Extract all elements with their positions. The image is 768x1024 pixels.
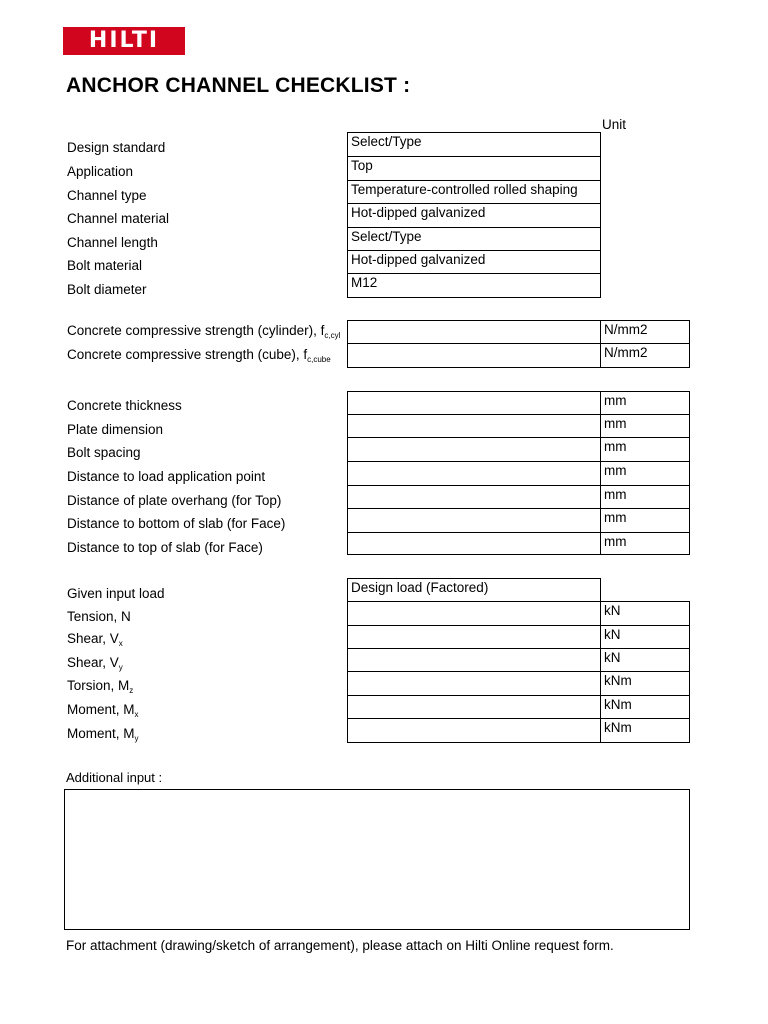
moment-y-input[interactable] [347, 718, 601, 743]
shear-x-unit: kN [600, 625, 690, 649]
label-design-standard: Design standard [67, 140, 166, 155]
label-shear-y: Shear, $V_y$ [67, 655, 123, 672]
label-tension: Tension, N [67, 609, 131, 624]
label-strength-cylinder: Concrete compressive strength (cylinder), $f_{c,cyl}$ [67, 323, 341, 340]
bottom-of-slab-input[interactable] [347, 508, 601, 533]
page-title: ANCHOR CHANNEL CHECKLIST : [66, 74, 411, 97]
label-bottom-of-slab: Distance to bottom of slab (for Face) [67, 516, 286, 531]
load-application-distance-input[interactable] [347, 461, 601, 486]
tension-unit: kN [600, 601, 690, 626]
label-strength-cube: Concrete compressive strength (cube), $f_{c,cube}$ [67, 347, 331, 364]
bottom-of-slab-unit: mm [600, 508, 690, 533]
plate-overhang-unit: mm [600, 485, 690, 509]
label-moment-y: Moment, $M_y$ [67, 726, 139, 743]
bolt-spacing-input[interactable] [347, 437, 601, 462]
plate-dimension-unit: mm [600, 414, 690, 438]
label-moment-x: Moment, $M_x$ [67, 702, 139, 719]
channel-length-field[interactable]: Select/Type [347, 227, 601, 251]
moment-x-input[interactable] [347, 695, 601, 719]
bolt-material-field[interactable]: Hot-dipped galvanized [347, 250, 601, 274]
label-shear-x: Shear, $V_x$ [67, 631, 123, 648]
strength-cylinder-unit: N/mm2 [600, 320, 690, 344]
bolt-spacing-unit: mm [600, 437, 690, 462]
torsion-z-input[interactable] [347, 671, 601, 696]
strength-cube-input[interactable] [347, 343, 601, 368]
label-plate-overhang: Distance of plate overhang (for Top) [67, 493, 282, 508]
channel-material-field[interactable]: Hot-dipped galvanized [347, 203, 601, 228]
label-channel-material: Channel material [67, 211, 170, 226]
strength-cylinder-input[interactable] [347, 320, 601, 344]
shear-x-input[interactable] [347, 625, 601, 649]
footer-note: For attachment (drawing/sketch of arrangement), please attach on Hilti Online request form. [66, 938, 614, 953]
label-concrete-thickness: Concrete thickness [67, 398, 182, 413]
tension-input[interactable] [347, 601, 601, 626]
top-of-slab-input[interactable] [347, 532, 601, 555]
label-load-application-distance: Distance to load application point [67, 469, 266, 484]
strength-cube-unit: N/mm2 [600, 343, 690, 368]
label-bolt-material: Bolt material [67, 258, 143, 273]
application-field[interactable]: Top [347, 156, 601, 181]
label-channel-length: Channel length [67, 235, 158, 250]
design-standard-field[interactable]: Select/Type [347, 132, 601, 157]
top-of-slab-unit: mm [600, 532, 690, 555]
load-application-distance-unit: mm [600, 461, 690, 486]
hilti-logo: HILTI [63, 27, 185, 55]
label-plate-dimension: Plate dimension [67, 422, 164, 437]
shear-y-input[interactable] [347, 648, 601, 672]
moment-x-unit: kNm [600, 695, 690, 719]
concrete-thickness-unit: mm [600, 391, 690, 415]
label-bolt-spacing: Bolt spacing [67, 445, 141, 460]
concrete-thickness-input[interactable] [347, 391, 601, 415]
label-channel-type: Channel type [67, 188, 147, 203]
bolt-diameter-field[interactable]: M12 [347, 273, 601, 298]
label-torsion-z: Torsion, $M_z$ [67, 678, 134, 695]
design-load-header: Design load (Factored) [347, 578, 601, 602]
unit-column-header: Unit [602, 117, 627, 132]
label-bolt-diameter: Bolt diameter [67, 282, 147, 297]
label-additional-input: Additional input : [66, 770, 163, 785]
label-given-input-load: Given input load [67, 586, 165, 601]
torsion-z-unit: kNm [600, 671, 690, 696]
additional-input-textarea[interactable] [64, 789, 690, 930]
label-application: Application [67, 164, 134, 179]
plate-overhang-input[interactable] [347, 485, 601, 509]
label-top-of-slab: Distance to top of slab (for Face) [67, 540, 263, 555]
moment-y-unit: kNm [600, 718, 690, 743]
channel-type-field[interactable]: Temperature-controlled rolled shaping [347, 180, 601, 204]
plate-dimension-input[interactable] [347, 414, 601, 438]
shear-y-unit: kN [600, 648, 690, 672]
